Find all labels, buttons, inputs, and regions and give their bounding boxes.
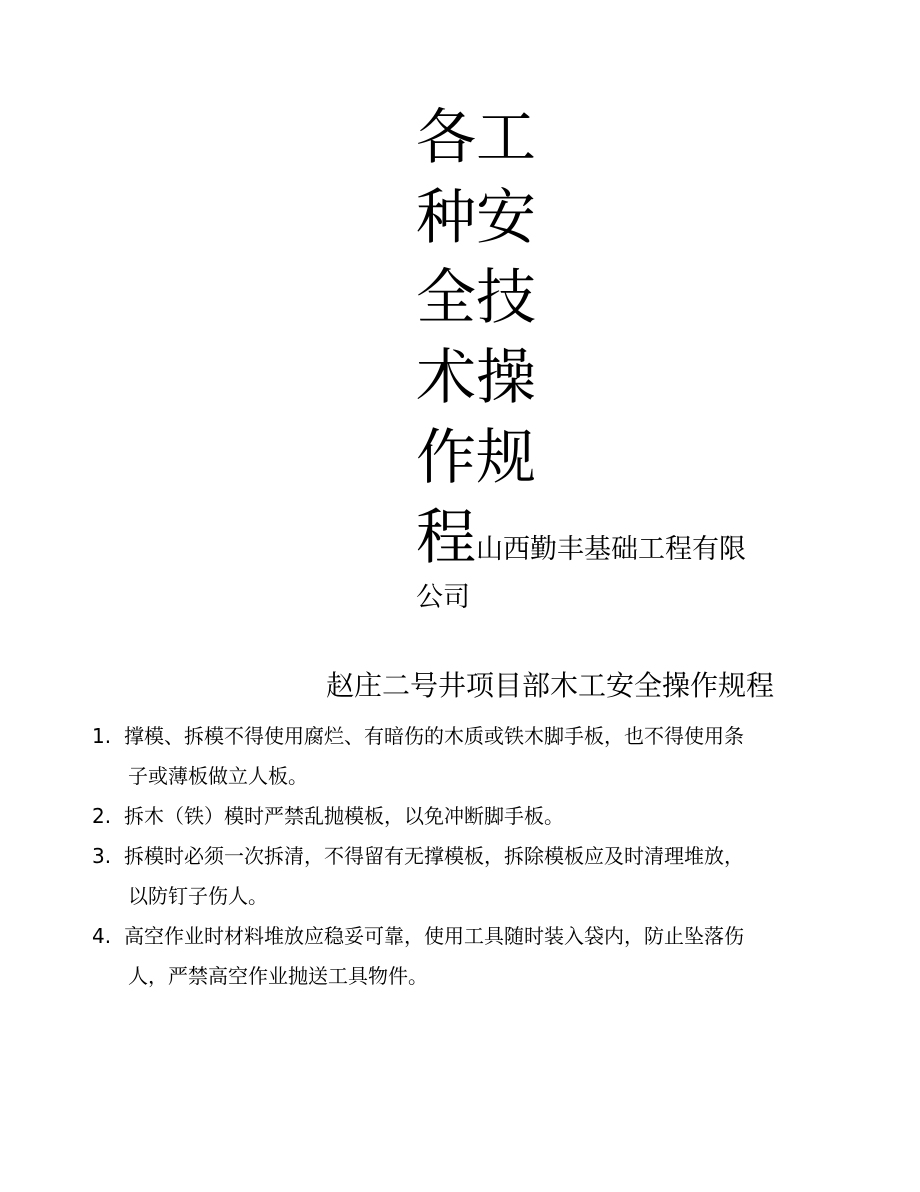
section-title: 赵庄二号井项目部木工安全操作规程: [326, 669, 775, 702]
rule-line: 拆木（铁）模时严禁乱抛模板，以免冲断脚手板。: [124, 804, 564, 828]
rule-text: [124, 916, 802, 996]
title-line: 种安: [416, 183, 536, 253]
rule-text: [124, 716, 802, 796]
rule-line: 高空作业时材料堆放应稳妥可靠，使用工具随时装入袋内，防止坠落伤: [124, 924, 744, 948]
rule-line: 以防钉子伤人。: [128, 884, 268, 908]
title-last-char: 程: [416, 503, 476, 573]
title-line: 全技: [416, 263, 536, 333]
rule-line: 人，严禁高空作业抛送工具物件。: [128, 964, 428, 988]
title-line: 作规: [416, 423, 536, 493]
rule-item: [92, 916, 802, 996]
rule-line: 拆模时必须一次拆清，不得留有无撑模板，拆除模板应及时清理堆放，: [124, 844, 744, 868]
company-name-line2: 公司: [416, 582, 470, 613]
title-last-line: [416, 498, 746, 578]
rule-line: 子或薄板做立人板。: [128, 764, 308, 788]
rule-line: 撑模、拆模不得使用腐烂、有暗伤的木质或铁木脚手板，也不得使用条: [124, 724, 744, 748]
rule-item: [92, 836, 802, 916]
rule-number: 4.: [92, 924, 112, 948]
document-title: [416, 98, 546, 498]
rule-number: 2.: [92, 804, 112, 828]
rule-text: [124, 836, 802, 916]
rule-item: [92, 716, 802, 796]
rule-number: 3.: [92, 844, 112, 868]
rule-number: 1.: [92, 724, 112, 748]
title-line: 术操: [416, 343, 536, 413]
rules-list: [92, 716, 802, 996]
rule-item: [92, 796, 802, 836]
company-name-line1: 山西勤丰基础工程有限: [476, 534, 746, 565]
rule-text: [124, 796, 802, 836]
title-line: 各工: [416, 103, 536, 173]
